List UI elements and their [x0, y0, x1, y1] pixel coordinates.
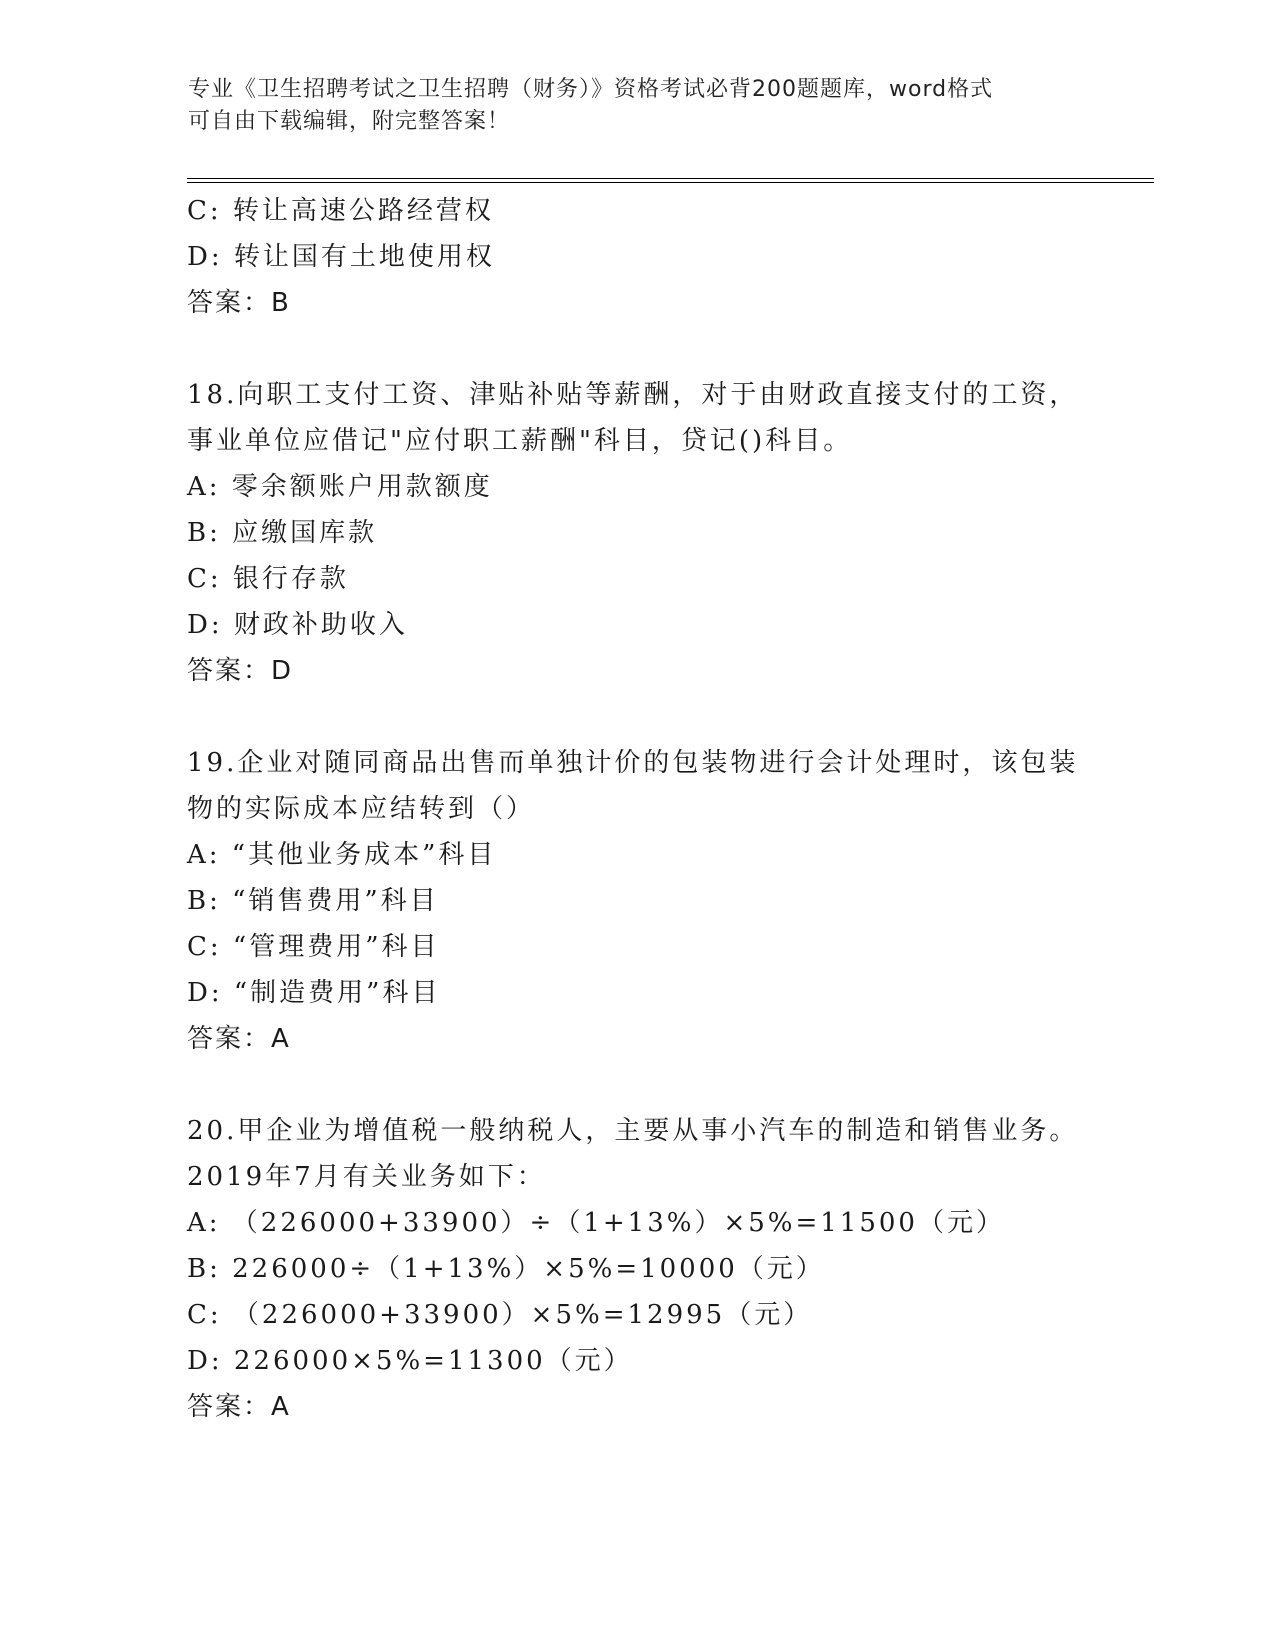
- option-b: B: “销售费用”科目: [187, 886, 439, 916]
- question-17-continuation: [187, 188, 1167, 326]
- question-content: [187, 188, 1167, 1430]
- answer: 答案：A: [187, 1024, 291, 1054]
- spacer: [187, 1062, 1167, 1108]
- spacer: [187, 326, 1167, 372]
- question-stem-line-2: 2019年7月有关业务如下：: [187, 1162, 546, 1192]
- option-d: D: 226000×5%=11300（元）: [187, 1346, 633, 1376]
- option-c: C: （226000+33900）×5%=12995（元）: [187, 1300, 813, 1330]
- page-header: [188, 74, 1088, 138]
- option-c: C: 转让高速公路经营权: [187, 196, 494, 226]
- option-c: C: 银行存款: [187, 564, 349, 594]
- question-stem-line-2: 事业单位应借记"应付职工薪酬"科目，贷记()科目。: [187, 426, 853, 456]
- answer: 答案：B: [187, 288, 291, 318]
- question-19: [187, 740, 1167, 1062]
- question-20: [187, 1108, 1167, 1430]
- header-title-line-2: 可自由下载编辑，附完整答案！: [188, 109, 511, 134]
- header-title-line-1: 专业《卫生招聘考试之卫生招聘（财务）》资格考试必背200题题库，word格式: [188, 77, 994, 102]
- question-stem-line-2: 物的实际成本应结转到（）: [187, 794, 536, 824]
- option-a: A: （226000+33900）÷（1+13%）×5%=11500（元）: [187, 1208, 1005, 1238]
- option-b: B: 226000÷（1+13%）×5%=10000（元）: [187, 1254, 825, 1284]
- question-stem-line-1: 19.企业对随同商品出售而单独计价的包装物进行会计处理时，该包装: [187, 748, 1079, 778]
- option-b: B: 应缴国库款: [187, 518, 378, 548]
- header-rule-top: [187, 178, 1154, 179]
- spacer: [187, 694, 1167, 740]
- option-a: A: “其他业务成本”科目: [187, 840, 497, 870]
- option-c: C: “管理费用”科目: [187, 932, 440, 962]
- question-18: [187, 372, 1167, 694]
- option-d: D: “制造费用”科目: [187, 978, 441, 1008]
- header-rule-bottom: [187, 182, 1154, 183]
- option-d: D: 转让国有土地使用权: [187, 242, 495, 272]
- option-d: D: 财政补助收入: [187, 610, 408, 640]
- option-a: A: 零余额账户用款额度: [187, 472, 493, 502]
- answer: 答案：D: [187, 656, 294, 686]
- answer: 答案：A: [187, 1392, 291, 1422]
- question-stem-line-1: 20.甲企业为增值税一般纳税人，主要从事小汽车的制造和销售业务。: [187, 1116, 1079, 1146]
- question-stem-line-1: 18.向职工支付工资、津贴补贴等薪酬，对于由财政直接支付的工资，: [187, 380, 1079, 410]
